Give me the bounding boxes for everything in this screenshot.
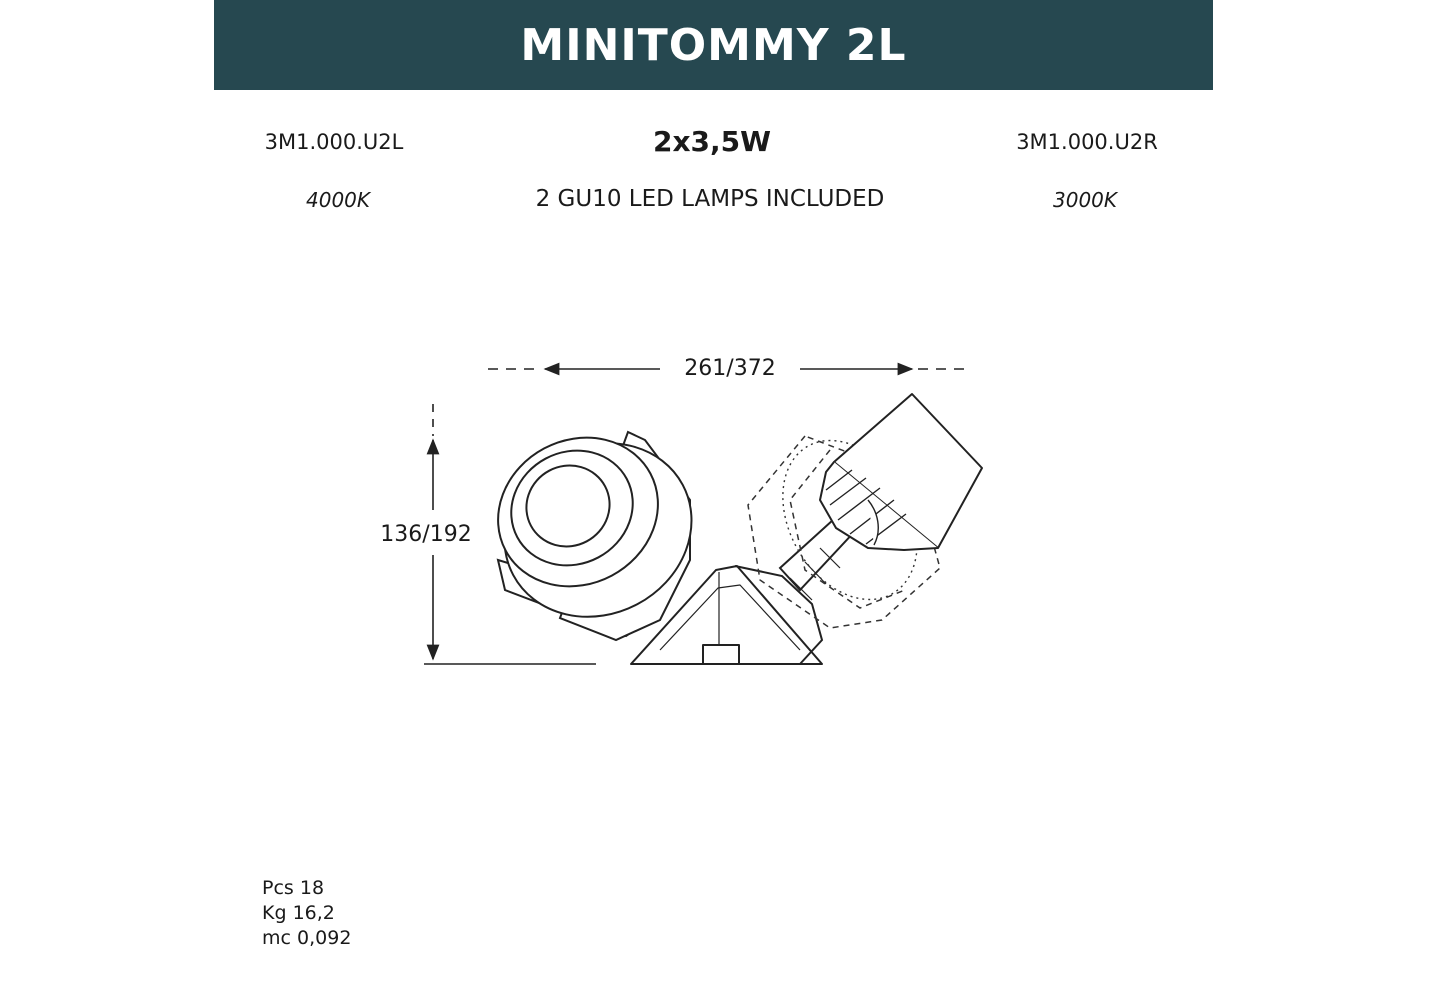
weight-label: Kg <box>262 902 287 924</box>
weight-value: 16,2 <box>292 902 335 924</box>
volume-label: mc <box>262 927 291 949</box>
right-model-code: 3M1.000.U2R <box>1016 130 1158 154</box>
volume-row <box>262 926 351 951</box>
power-rating: 2x3,5W <box>652 125 772 158</box>
lamps-included-note: 2 GU10 LED LAMPS INCLUDED <box>535 186 885 212</box>
weight-row <box>262 901 351 926</box>
pieces-value: 18 <box>299 877 325 899</box>
width-dimension-label: 261/372 <box>684 356 776 381</box>
packaging-info <box>262 876 351 951</box>
right-color-temperature: 3000K <box>1052 188 1118 212</box>
product-title: MINITOMMY 2L <box>520 19 907 71</box>
right-lamp-head <box>820 394 982 550</box>
volume-value: 0,092 <box>297 927 352 949</box>
left-color-temperature: 4000K <box>305 188 371 212</box>
height-dimension-label: 136/192 <box>380 522 472 547</box>
left-model-code: 3M1.000.U2L <box>264 130 404 154</box>
pieces-row <box>262 876 351 901</box>
pieces-label: Pcs <box>262 877 294 899</box>
